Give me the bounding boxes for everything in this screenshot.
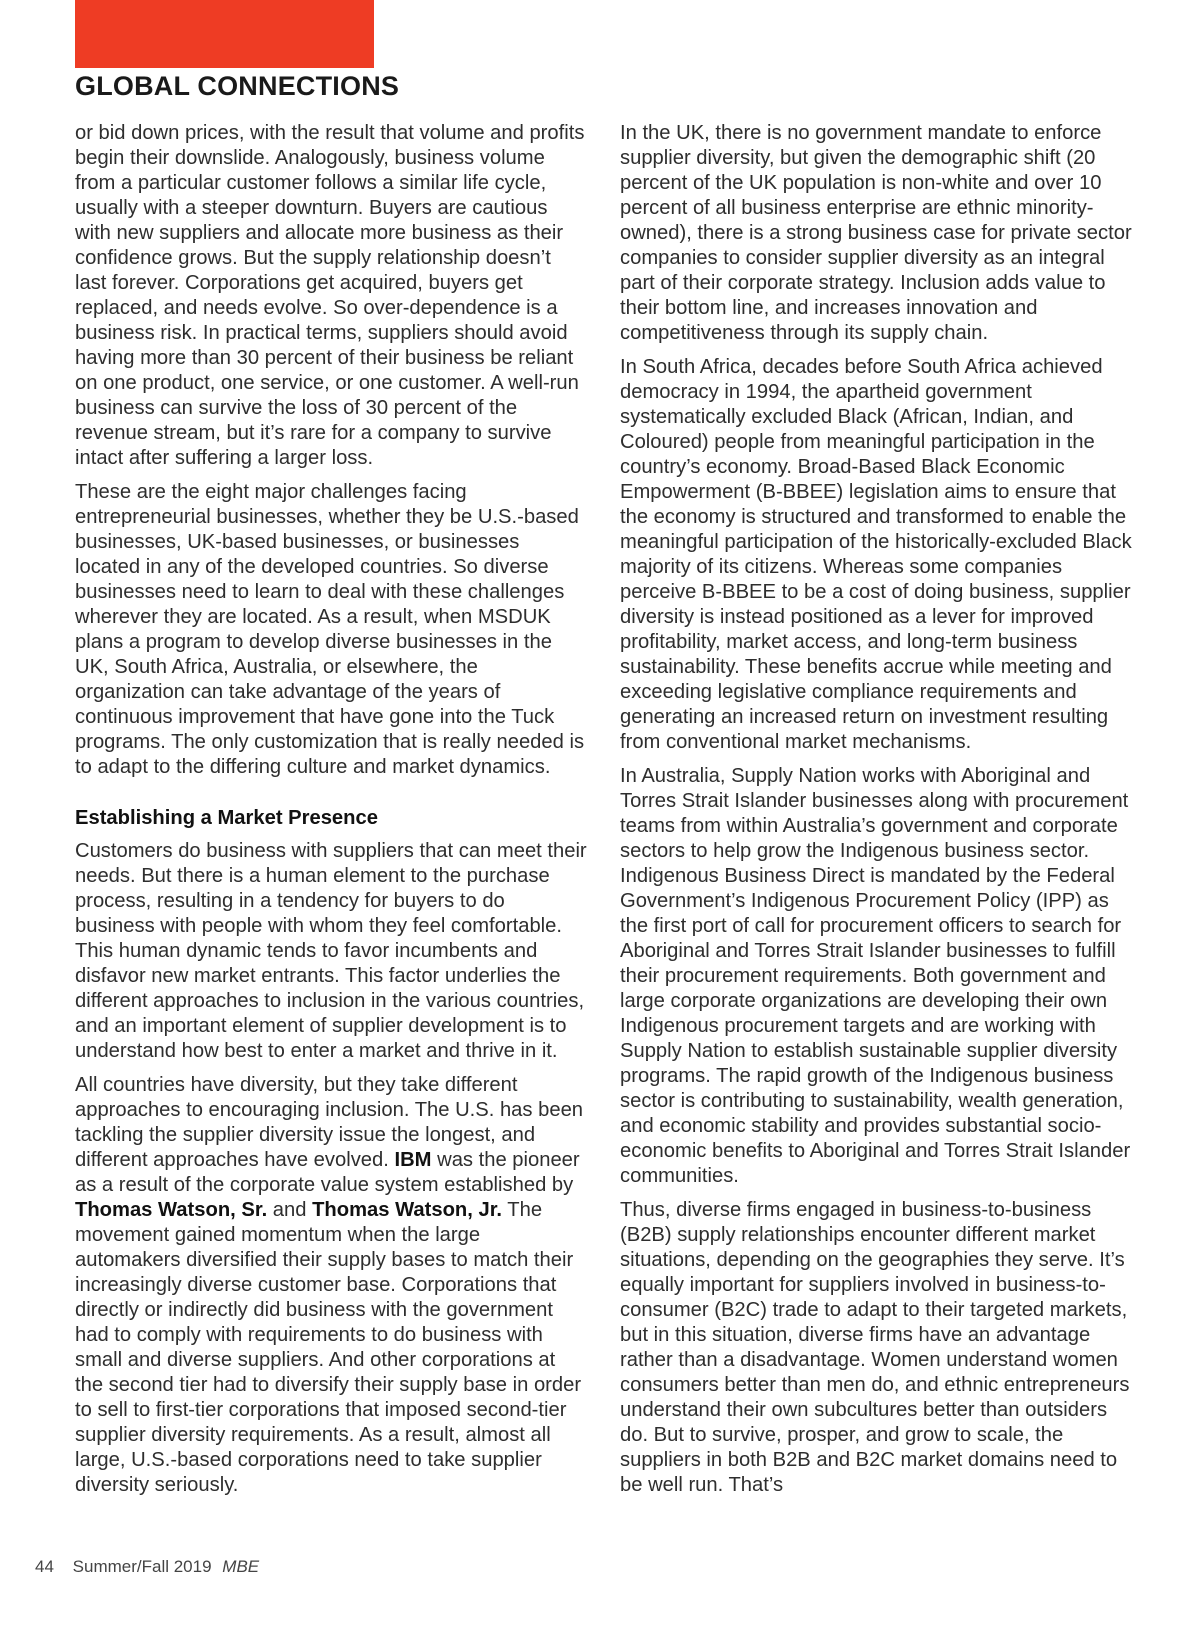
paragraph: In South Africa, decades before South Africa achieved democracy in 1994, the apartheid government systematically excluded Black (African, Indian, and Coloured) people from meaningful participation in the country’s economy. Broad-Based Black Economic Empowerment (B-BBEE) legislation aims to ensure that the economy is structured and transformed to enable the meaningful participation of the historically-excluded Black majority of its citizens. Whereas some companies perceive B-BBEE to be a cost of doing business, supplier diversity is instead positioned as a lever for improved profitability, market access, and long-term business sustainability. These benefits accrue while meeting and exceeding legislative compliance requirements and generating an increased return on investment resulting from conventional market mechanisms. — [620, 356, 1132, 753]
magazine-name: MBE — [222, 1557, 260, 1576]
paragraph: In the UK, there is no government mandate to enforce supplier diversity, but given the demographic shift (20 percent of the UK population is non-white and over 10 percent of all business enterprise are ethnic minority-owned), there is a strong business case for private sector companies to consider supplier diversity as an integral part of their corporate strategy. Inclusion adds value to their bottom line, and increases innovation and competitiveness through its supply chain. — [620, 122, 1132, 344]
text-run: All countries have diversity, but they take different approaches to encouraging inclusion. The U.S. has been tackling the supplier diversity issue the longest, and different approaches have evolved. — [75, 1074, 584, 1171]
text-run: was the pioneer as a result of the corporate value system established by — [75, 1149, 580, 1196]
issue-label: Summer/Fall 2019 — [72, 1557, 212, 1576]
bold-name: Thomas Watson, Sr. — [75, 1199, 268, 1221]
section-color-bar — [75, 0, 374, 68]
text-run: The movement gained momentum when the large automakers diversified their supply bases to match their increasingly diverse customer base. Corporations that directly or indirectly did business with the government had to comply with requirements to do business with small and diverse suppliers. And other corporations at the second tier had to diversify their supply base in order to sell to first-tier corporations that imposed second-tier supplier diversity requirements. As a result, almost all large, U.S.-based corporations need to take supplier diversity seriously. — [75, 1199, 582, 1496]
text-run: and — [267, 1199, 313, 1221]
bold-name: Thomas Watson, Jr. — [312, 1199, 503, 1221]
page-footer — [35, 1557, 259, 1577]
subheading: Establishing a Market Presence — [75, 807, 378, 829]
right-column — [620, 121, 1135, 1507]
page-number: 44 — [35, 1557, 54, 1576]
paragraph: or bid down prices, with the result that volume and profits begin their downslide. Analogously, business volume from a particular customer follows a similar life cycle, usually with a steeper downturn. Buyers are cautious with new suppliers and allocate more business as their confidence grows. But the supply relationship doesn’t last forever. Corporations get acquired, buyers get replaced, and needs evolve. So over-dependence is a business risk. In practical terms, suppliers should avoid having more than 30 percent of their business be reliant on one product, one service, or one customer. A well-run business can survive the loss of 30 percent of the revenue stream, but it’s rare for a company to survive intact after suffering a larger loss. — [75, 122, 585, 469]
left-column — [75, 121, 587, 1507]
section-title: GLOBAL CONNECTIONS — [75, 71, 400, 101]
paragraph: Thus, diverse firms engaged in business-to-business (B2B) supply relationships encounter different market situations, depending on the geographies they serve. It’s equally important for suppliers involved in business-to-consumer (B2C) trade to adapt to their targeted markets, but in this situation, diverse firms have an advantage rather than a disadvantage. Women understand women consumers better than men do, and ethnic entrepreneurs understand their own subcultures better than outsiders do. But to survive, prosper, and grow to scale, the suppliers in both B2B and B2C market domains need to be well run. That’s — [620, 1199, 1130, 1496]
paragraph: Customers do business with suppliers that can meet their needs. But there is a human element to the purchase process, resulting in a tendency for buyers to do business with people with whom they feel comfortable. This human dynamic tends to favor incumbents and disfavor new market entrants. This factor underlies the different approaches to inclusion in the various countries, and an important element of supplier development is to understand how best to enter a market and thrive in it. — [75, 840, 587, 1062]
bold-name: IBM — [394, 1149, 432, 1171]
paragraph: In Australia, Supply Nation works with Aboriginal and Torres Strait Islander businesses along with procurement teams from within Australia’s government and corporate sectors to help grow the Indigenous business sector. Indigenous Business Direct is mandated by the Federal Government’s Indigenous Procurement Policy (IPP) as the first port of call for procurement officers to search for Aboriginal and Torres Strait Islander businesses to fulfill their procurement requirements. Both government and large corporate organizations are developing their own Indigenous procurement targets and are working with Supply Nation to establish sustainable supplier diversity programs. The rapid growth of the Indigenous business sector is contributing to sustainability, wealth generation, and economic stability and provides substantial socio-economic benefits to Aboriginal and Torres Strait Islander communities. — [620, 765, 1131, 1187]
paragraph: These are the eight major challenges facing entrepreneurial businesses, whether they be U.S.-based businesses, UK-based businesses, or businesses located in any of the developed countries. So diverse businesses need to learn to deal with these challenges wherever they are located. As a result, when MSDUK plans a program to develop diverse businesses in the UK, South Africa, Australia, or elsewhere, the organization can take advantage of the years of continuous improvement that have gone into the Tuck programs. The only customization that is really needed is to adapt to the differing culture and market dynamics. — [75, 481, 585, 778]
paragraph — [75, 1073, 587, 1498]
